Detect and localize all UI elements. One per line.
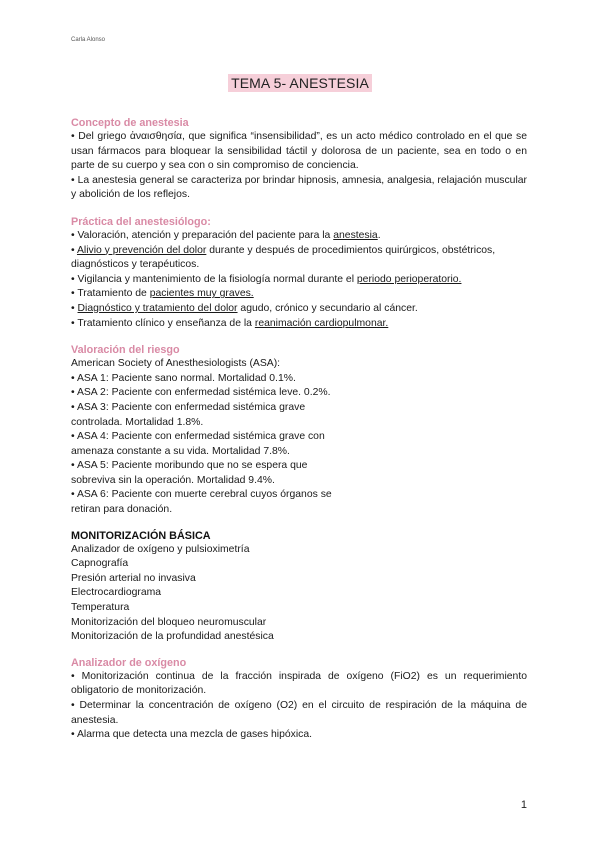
asa-6-line-2: retiran para donación. — [71, 504, 173, 516]
link-diagnostico-dolor[interactable]: Diagnóstico y tratamiento del dolor — [77, 302, 238, 314]
practica-item-6: • Tratamiento clínico y enseñanza de la reanimación cardiopulmonar. — [71, 317, 389, 329]
link-pacientes-graves[interactable]: pacientes muy graves. — [149, 288, 254, 300]
section-heading-practica: Práctica del anestesiólogo: — [71, 215, 211, 228]
analizador-paragraph-3: • Alarma que detecta una mezcla de gases hipóxica. — [71, 729, 313, 741]
concepto-paragraph-2: • La anestesia general se caracteriza por brindar hipnosis, amnesia, analgesia, relajación muscular y abolición de los reflejos. — [71, 174, 527, 201]
page-title: TEMA 5- ANESTESIA — [228, 74, 372, 92]
asa-5-line-2: sobreviva sin la operación. Mortalidad 9.4%. — [71, 474, 275, 486]
monitor-item: Temperatura — [71, 602, 130, 614]
title-container — [0, 74, 600, 93]
practica-item-1: • Valoración, atención y preparación del paciente para la anestesia. — [71, 229, 381, 241]
link-anestesia[interactable]: anestesia — [333, 229, 378, 241]
monitor-item: Monitorización del bloqueo neuromuscular — [71, 616, 267, 628]
section-heading-monitorizacion: MONITORIZACIÓN BÁSICA — [71, 529, 211, 542]
section-heading-riesgo: Valoración del riesgo — [71, 344, 180, 357]
concepto-paragraph-1: • Del griego ἀναισθησία, que significa “insensibilidad”, es un acto médico controlado en el que se usan fármacos para bloquear la sensibilidad táctil y dolorosa de un paciente, sea en todo o en parte de su cuerpo y sea con o sin compromiso de conciencia. — [71, 131, 527, 172]
monitor-item: Electrocardiograma — [71, 587, 162, 599]
practica-item-2: • Alivio y prevención del dolor durante y después de procedimientos quirúrgicos, obstétricos, diagnósticos y terapéuticos. — [71, 244, 496, 271]
asa-5-line-1: • ASA 5: Paciente moribundo que no se espera que — [71, 460, 308, 472]
document-body — [71, 116, 527, 743]
asa-2: • ASA 2: Paciente con enfermedad sistémica leve. 0.2%. — [71, 387, 331, 399]
practica-item-3: • Vigilancia y mantenimiento de la fisiología normal durante el periodo perioperatorio. — [71, 273, 462, 285]
asa-6-line-1: • ASA 6: Paciente con muerte cerebral cuyos órganos se — [71, 489, 332, 501]
asa-3-line-1: • ASA 3: Paciente con enfermedad sistémica grave — [71, 401, 306, 413]
section-heading-analizador: Analizador de oxígeno — [71, 656, 187, 669]
monitor-item: Monitorización de la profundidad anestésica — [71, 631, 274, 643]
asa-4-line-2: amenaza constante a su vida. Mortalidad 7.8%. — [71, 445, 290, 457]
link-reanimacion[interactable]: reanimación cardiopulmonar. — [254, 317, 389, 329]
asa-1: • ASA 1: Paciente sano normal. Mortalidad 0.1%. — [71, 372, 296, 384]
asa-4-line-1: • ASA 4: Paciente con enfermedad sistémica grave con — [71, 431, 325, 443]
link-periodo-perioperatorio[interactable]: periodo perioperatorio. — [356, 273, 462, 285]
monitor-item: Capnografía — [71, 558, 129, 570]
page-number: 1 — [520, 799, 527, 811]
monitor-item: Analizador de oxígeno y pulsioximetría — [71, 543, 250, 555]
author-name: Carla Alonso — [71, 37, 106, 43]
riesgo-intro: American Society of Anesthesiologists (ASA): — [71, 358, 281, 370]
section-heading-concepto: Concepto de anestesia — [71, 117, 189, 129]
monitor-item: Presión arterial no invasiva — [71, 572, 196, 584]
link-alivio-dolor[interactable]: Alivio y prevención del dolor — [76, 244, 207, 256]
practica-item-5: • Diagnóstico y tratamiento del dolor agudo, crónico y secundario al cáncer. — [71, 302, 418, 314]
asa-3-line-2: controlada. Mortalidad 1.8%. — [71, 416, 204, 428]
analizador-paragraph-2: • Determinar la concentración de oxígeno (O2) en el circuito de respiración de la máquina de anestesia. — [71, 700, 527, 726]
analizador-paragraph-1: • Monitorización continua de la fracción inspirada de oxígeno (FiO2) es un requerimiento obligatorio de monitorización. — [71, 670, 527, 697]
practica-item-4: • Tratamiento de pacientes muy graves. — [71, 288, 254, 300]
